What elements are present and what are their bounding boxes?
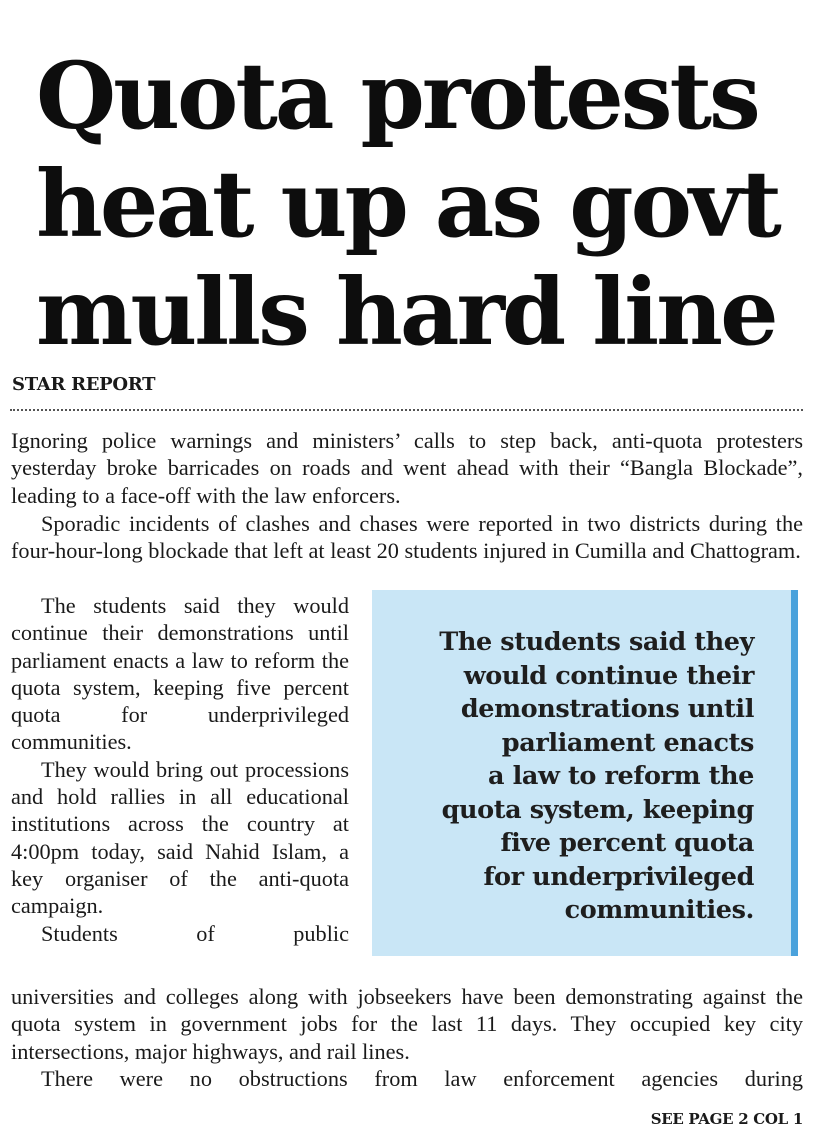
headline-line: heat up as govt <box>36 150 779 258</box>
pull-quote-text <box>392 626 754 928</box>
paragraph-text: There were no obstructions from law enforcement agencies during <box>41 1066 803 1091</box>
byline: STAR REPORT <box>12 374 156 395</box>
paragraph-text: universities and colleges along with jobseekers have been demonstrating against the quota system in government jobs for the last 11 days. They occupied key city intersections, major highways, and rail lines. <box>11 984 803 1064</box>
paragraph-text: Students of public <box>41 920 349 946</box>
paragraph-text: The students said they would continue their demonstrations until parliament enacts a law to reform the quota system, keeping five percent quota for underprivileged communities. <box>11 593 349 755</box>
article-paragraph <box>11 427 803 509</box>
paragraph-text: They would bring out processions and hold rallies in all educational institutions across the country at 4:00pm today, said Nahid Islam, a key organiser of the anti-quota campaign. <box>11 756 349 919</box>
article-paragraph <box>11 1065 803 1092</box>
pull-quote-line: would continue their <box>463 660 754 691</box>
pull-quote <box>372 590 798 956</box>
headline <box>36 42 806 366</box>
pull-quote-line: quota system, keeping <box>441 794 754 825</box>
article-column <box>11 592 349 947</box>
dotted-divider <box>10 409 803 411</box>
pull-quote-line: for underprivileged <box>483 861 754 892</box>
article-paragraph <box>11 983 803 1065</box>
paragraph-text: Sporadic incidents of clashes and chases were reported in two districts during the four-hour-long blockade that left at least 20 students injured in Cumilla and Chattogram. <box>11 511 803 564</box>
pull-quote-line: five percent quota <box>500 828 754 858</box>
headline-line: mulls hard line <box>36 258 776 366</box>
pull-quote-line: communities. <box>564 895 754 925</box>
pull-quote-line: a law to reform the <box>488 761 754 791</box>
pull-quote-line: The students said they <box>439 627 754 657</box>
article-paragraph <box>11 510 803 565</box>
headline-line: Quota protests <box>36 42 758 150</box>
continuation-note: SEE PAGE 2 COL 1 <box>650 1110 803 1128</box>
pull-quote-line: demonstrations until <box>460 694 754 724</box>
paragraph-text: Ignoring police warnings and ministers’ calls to step back, anti-quota protesters yesterday broke barricades on roads and went ahead with their “Bangla Blockade”, leading to a face-off with the law enforcers. <box>11 428 803 508</box>
pull-quote-line: parliament enacts <box>501 727 754 758</box>
